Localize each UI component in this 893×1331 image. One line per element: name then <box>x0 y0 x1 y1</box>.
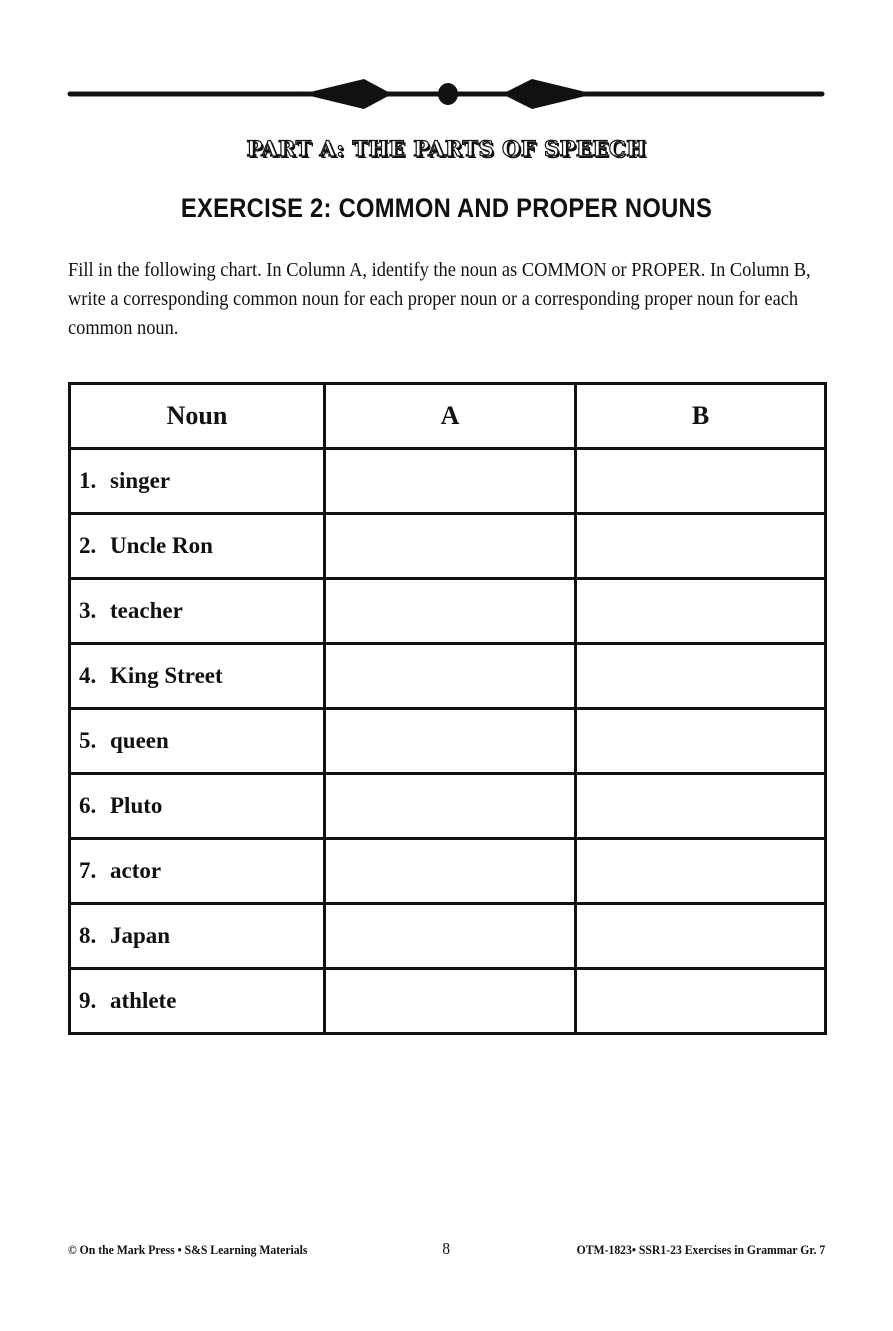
column-b-answer-cell[interactable] <box>576 774 826 839</box>
item-number: 4. <box>79 663 97 688</box>
column-a-answer-cell[interactable] <box>325 839 576 904</box>
noun-text: Pluto <box>110 793 163 818</box>
column-a-answer-cell[interactable] <box>325 449 576 514</box>
footer-product-code: OTM-1823• SSR1-23 Exercises in Grammar Gr. 7 <box>576 1242 825 1257</box>
noun-text: Uncle Ron <box>110 533 213 558</box>
noun-cell <box>70 709 325 774</box>
column-a-answer-cell[interactable] <box>325 709 576 774</box>
noun-text: Japan <box>110 923 171 948</box>
noun-cell <box>70 644 325 709</box>
item-number: 3. <box>79 598 97 623</box>
column-b-answer-cell[interactable] <box>576 709 826 774</box>
column-b-answer-cell[interactable] <box>576 514 826 579</box>
instructions: Fill in the following chart. In Column A, identify the noun as COMMON or PROPER. In Column B, write a corresponding common noun for each proper noun or a corresponding proper noun for each common noun. <box>68 259 811 339</box>
item-number: 2. <box>79 533 97 558</box>
noun-text: teacher <box>110 598 183 623</box>
table-row <box>70 579 826 644</box>
column-b-answer-cell[interactable] <box>576 644 826 709</box>
column-header-noun: Noun <box>70 384 325 449</box>
footer-publisher: © On the Mark Press • S&S Learning Materials <box>68 1242 308 1257</box>
table-row <box>70 644 826 709</box>
noun-cell <box>70 904 325 969</box>
column-a-answer-cell[interactable] <box>325 904 576 969</box>
noun-cell <box>70 579 325 644</box>
column-a-answer-cell[interactable] <box>325 644 576 709</box>
table-row <box>70 839 826 904</box>
item-number: 9. <box>79 988 97 1013</box>
item-number: 6. <box>79 793 97 818</box>
table-row <box>70 904 826 969</box>
header-row <box>70 384 826 449</box>
noun-cell <box>70 774 325 839</box>
column-b-answer-cell[interactable] <box>576 579 826 644</box>
column-a-answer-cell[interactable] <box>325 774 576 839</box>
column-b-answer-cell[interactable] <box>576 904 826 969</box>
exercise-title: EXERCISE 2: COMMON AND PROPER NOUNS <box>180 193 713 223</box>
item-number: 7. <box>79 858 97 883</box>
decorative-divider <box>66 76 826 112</box>
noun-text: King Street <box>110 663 223 688</box>
noun-text: actor <box>110 858 162 883</box>
column-header-b: B <box>576 384 826 449</box>
table-row <box>70 449 826 514</box>
column-b-answer-cell[interactable] <box>576 839 826 904</box>
column-a-answer-cell[interactable] <box>325 969 576 1034</box>
table-row <box>70 514 826 579</box>
noun-text: athlete <box>110 988 177 1013</box>
noun-cell <box>70 449 325 514</box>
noun-cell <box>70 514 325 579</box>
noun-chart <box>68 382 827 1035</box>
item-number: 1. <box>79 468 97 493</box>
part-heading: PART A: THE PARTS OF SPEECH <box>246 136 647 161</box>
table-row <box>70 969 826 1034</box>
noun-cell <box>70 839 325 904</box>
noun-cell <box>70 969 325 1034</box>
column-header-a: A <box>325 384 576 449</box>
noun-text: queen <box>110 728 169 753</box>
column-b-answer-cell[interactable] <box>576 449 826 514</box>
page-number: 8 <box>442 1239 451 1258</box>
table-row <box>70 774 826 839</box>
column-a-answer-cell[interactable] <box>325 579 576 644</box>
item-number: 8. <box>79 923 97 948</box>
noun-text: singer <box>110 468 171 493</box>
table-row <box>70 709 826 774</box>
column-a-answer-cell[interactable] <box>325 514 576 579</box>
column-b-answer-cell[interactable] <box>576 969 826 1034</box>
item-number: 5. <box>79 728 97 753</box>
